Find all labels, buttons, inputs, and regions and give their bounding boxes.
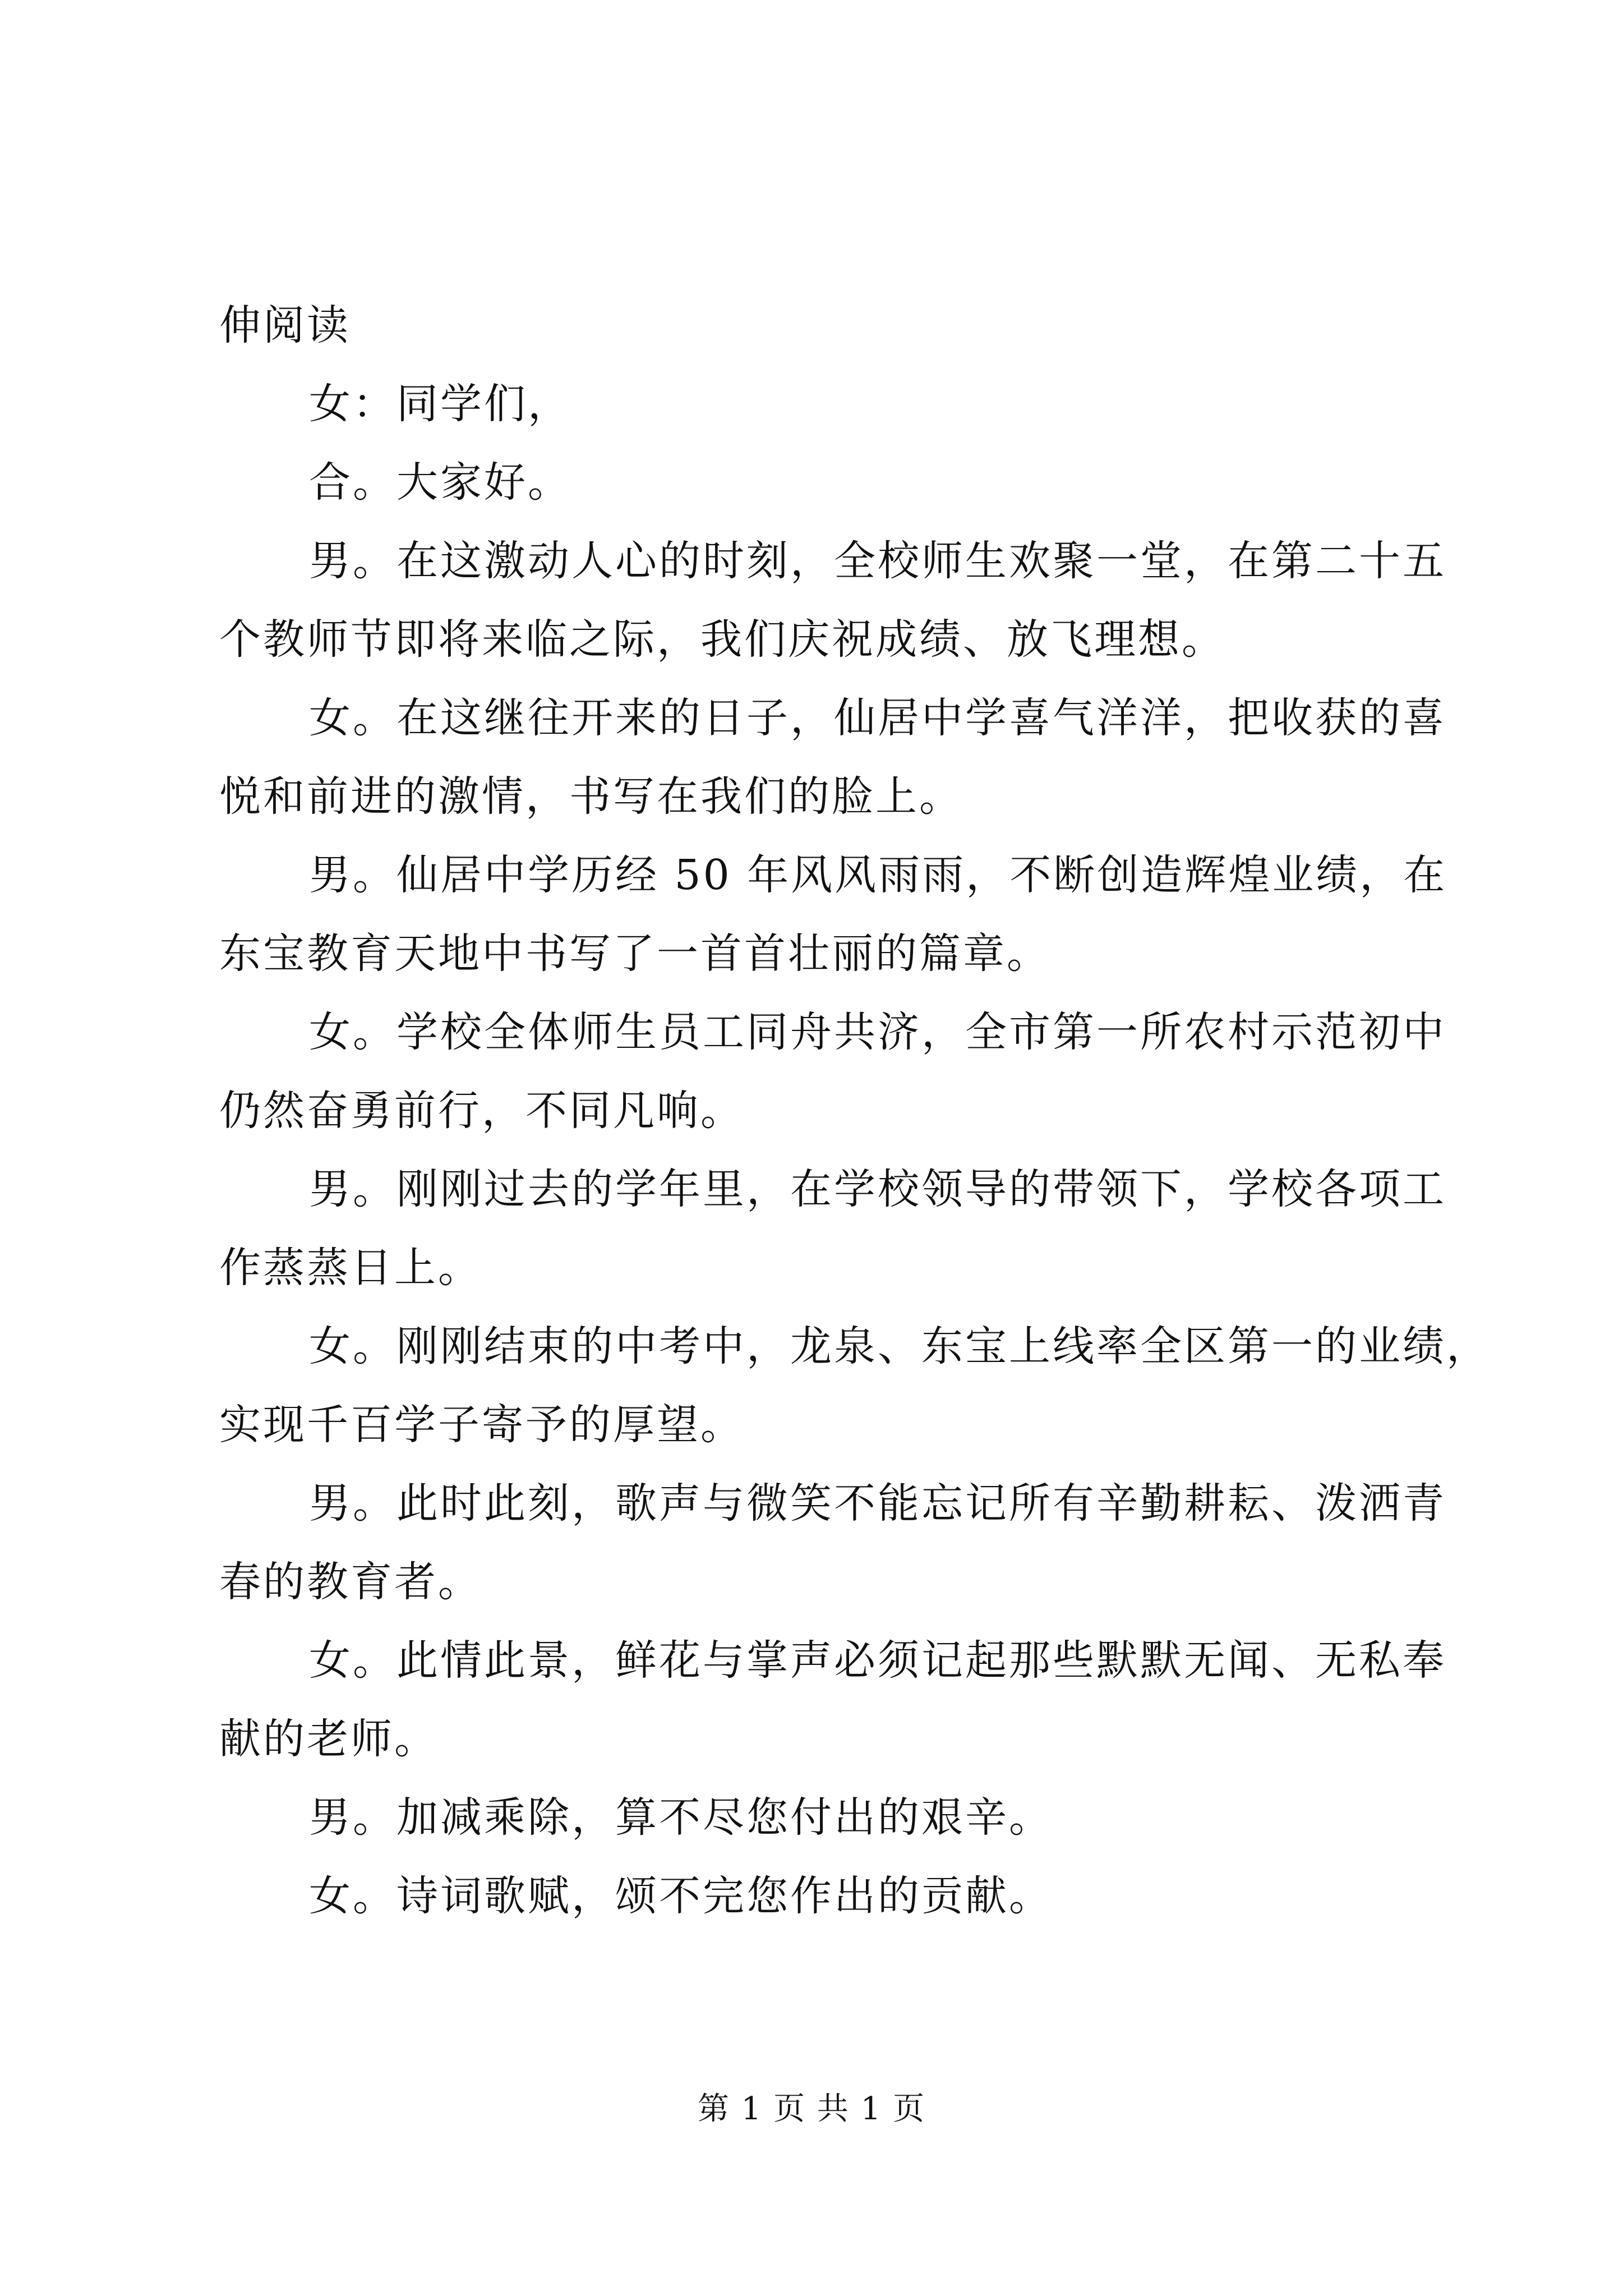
text-line: 男。加减乘除，算不尽您付出的艰辛。: [309, 1793, 1053, 1842]
text-line: 实现千百学子寄予的厚望。: [219, 1401, 744, 1449]
text-line: 伸阅读: [219, 301, 351, 349]
text-line: 合。大家好。: [309, 458, 571, 507]
text-line: 男。仙居中学历经 50 年风风雨雨，不断创造辉煌业绩，在: [309, 851, 1447, 899]
text-line: 春的教育者。: [219, 1558, 482, 1606]
text-line: 女。诗词歌赋，颂不完您作出的贡献。: [309, 1872, 1053, 1920]
text-line: 作蒸蒸日上。: [219, 1244, 482, 1292]
text-line: 献的老师。: [219, 1715, 438, 1763]
text-line: 女：同学们，: [309, 380, 571, 428]
page-number-footer: 第 1 页 共 1 页: [697, 2091, 926, 2127]
text-line: 男。此时此刻，歌声与微笑不能忘记所有辛勤耕耘、泼洒青: [309, 1479, 1446, 1527]
text-line: 女。在这继往开来的日子，仙居中学喜气洋洋，把收获的喜: [309, 694, 1446, 742]
text-line: 个教师节即将来临之际，我们庆祝成绩、放飞理想。: [219, 615, 1225, 664]
text-line: 女。此情此景，鲜花与掌声必须记起那些默默无闻、无私奉: [309, 1636, 1446, 1685]
text-line: 女。学校全体师生员工同舟共济，全市第一所农村示范初中: [309, 1008, 1446, 1056]
text-line: 男。刚刚过去的学年里，在学校领导的带领下，学校各项工: [309, 1165, 1446, 1213]
text-line: 悦和前进的激情，书写在我们的脸上。: [219, 772, 963, 821]
text-line: 东宝教育天地中书写了一首首壮丽的篇章。: [219, 930, 1050, 978]
text-line: 仍然奋勇前行，不同凡响。: [219, 1087, 744, 1135]
text-line: 女。刚刚结束的中考中，龙泉、东宝上线率全区第一的业绩，: [309, 1322, 1490, 1370]
document-body: [219, 286, 1490, 1935]
text-line: 男。在这激动人心的时刻，全校师生欢聚一堂，在第二十五: [309, 537, 1446, 585]
